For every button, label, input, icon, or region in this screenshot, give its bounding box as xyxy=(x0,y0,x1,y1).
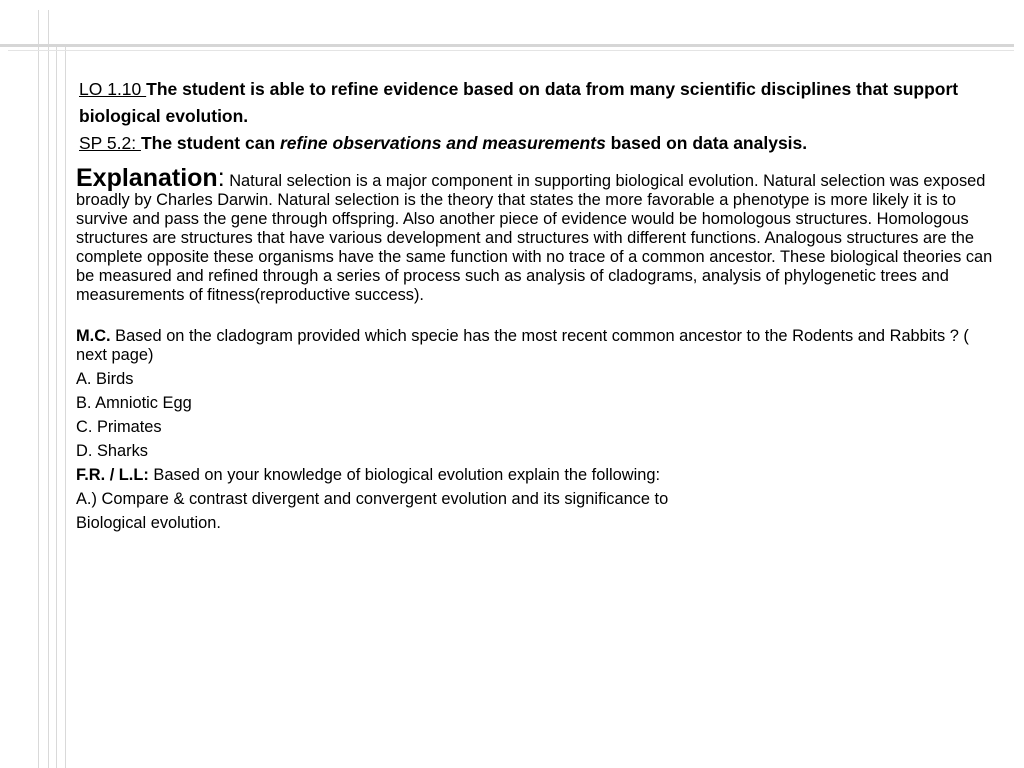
lo-label: LO 1.10 xyxy=(79,79,147,99)
learning-objective xyxy=(79,76,979,130)
fr-keyword: F.R. / L.L: xyxy=(76,466,149,484)
sp-text-before: The student can xyxy=(140,133,280,153)
mc-option: D. Sharks xyxy=(76,442,148,460)
explanation-paragraph xyxy=(76,166,996,305)
mc-option: C. Primates xyxy=(76,418,162,436)
explanation-colon: : xyxy=(217,164,225,192)
frame-line xyxy=(8,50,1014,51)
frame-line xyxy=(48,10,49,768)
free-response-prompt xyxy=(76,466,996,485)
explanation-text: Natural selection is a major component in supporting biological evolution. Natural selection was exposed broadly by Charles Darwin. Natural selection is the theory that states the more favorable a phenotype is more likely it is to survive and pass the gene through offspring. Also another piece of evidence would be homologous structures. Homologous structures are structures that have various development and structures with different functions. Analogous structures are the complete opposite these organisms have the same function with no trace of a common ancestor. These biological theories can be measured and refined through a series of process such as analysis of cladograms, analysis of phylogenetic trees and measurements of fitness(reproductive success). xyxy=(76,172,993,304)
frame-line xyxy=(0,44,1014,47)
fr-part-a-continued: Biological evolution. xyxy=(76,514,221,532)
sp-text-italic: refine observations and measurements xyxy=(280,133,606,153)
frame-line xyxy=(65,46,66,768)
multiple-choice-question xyxy=(76,327,996,365)
mc-keyword: M.C. xyxy=(76,327,111,345)
mc-option: B. Amniotic Egg xyxy=(76,394,192,412)
sp-label: SP 5.2: xyxy=(79,133,141,153)
explanation-keyword: Explanation xyxy=(76,164,218,192)
slide-body xyxy=(76,166,996,533)
learning-objectives xyxy=(79,76,979,157)
fr-part-a: A.) Compare & contrast divergent and convergent evolution and its significance to xyxy=(76,490,669,508)
mc-option: A. Birds xyxy=(76,370,134,388)
frame-line xyxy=(38,10,39,768)
lo-text: The student is able to refine evidence based on data from many scientific disciplines that support biological evolution. xyxy=(79,79,959,126)
frame-line xyxy=(56,46,57,768)
mc-question: Based on the cladogram provided which specie has the most recent common ancestor to the Rodents and Rabbits ? ( next page) xyxy=(76,327,969,364)
fr-prompt: Based on your knowledge of biological evolution explain the following: xyxy=(148,466,661,484)
science-practice xyxy=(79,130,979,157)
sp-text-after: based on data analysis. xyxy=(605,133,808,153)
